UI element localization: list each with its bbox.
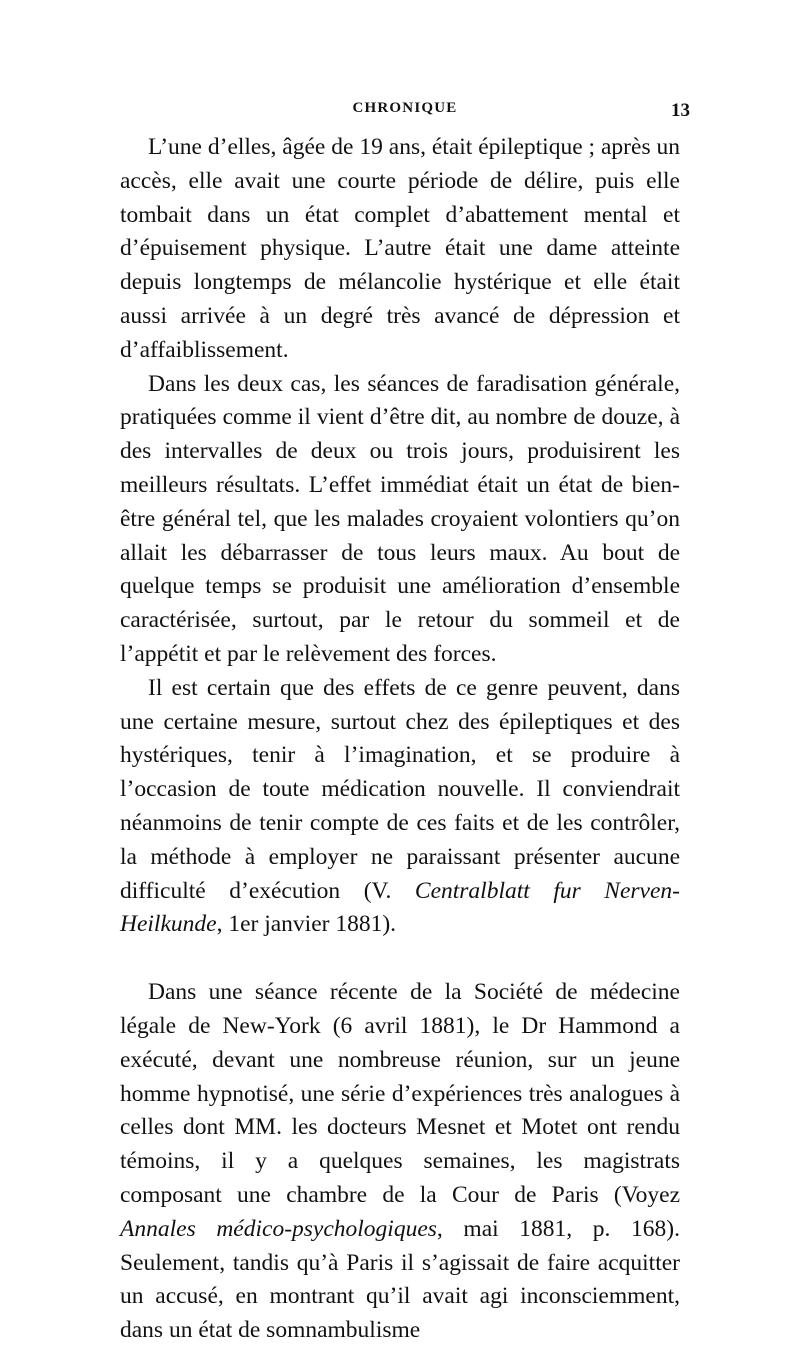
paragraph-1-text: L’une d’elles, âgée de 19 ans, était épileptique ; après un accès, elle avait une courte période de délire, puis elle tombait dans un état complet d’abattement mental et d’épuisement physique. L’autre était une dame atteinte depuis longtemps de mélancolie hystérique et elle était aussi arrivée à un degré très avancé de dépression et d’affaiblissement. xyxy=(120,134,680,363)
paragraph-2-text: Dans les deux cas, les séances de faradisation générale, pratiquées comme il vient d’être dit, au nombre de douze, à des intervalles de deux ou trois jours, produisirent les meilleurs résultats. L’effet immédiat était un état de bien-être général tel, que les malades croyaient volontiers qu’on allait les débarrasser de tous leurs maux. Au bout de quelque temps se produisit une amélioration d’ensemble caractérisée, surtout, par le retour du sommeil et de l’appétit et par le relèvement des forces. xyxy=(120,370,680,667)
paragraph-2 xyxy=(120,368,680,672)
running-head: CHRONIQUE xyxy=(352,100,458,116)
page-header xyxy=(120,100,690,134)
page-number: 13 xyxy=(671,100,690,121)
paragraph-4-text-end: , mai 1881, p. 168). Seulement, tandis qu’à Paris il s’agissait de faire acquitter un accusé, en montrant qu’il avait agi inconsciemment, dans un état de somnambulisme xyxy=(120,1215,680,1344)
journal-title: Centralblatt fur Nerven-Heilkunde xyxy=(120,877,680,938)
body-text xyxy=(120,131,680,1348)
journal-title: Annales médico-psychologiques xyxy=(120,1215,437,1242)
paragraph-4 xyxy=(120,976,680,1348)
paragraph-4-text: Dans une séance récente de la Société de médecine légale de New-York (6 avril 1881), le Dr Hammond a exécuté, devant une nombreuse réunion, sur un jeune homme hypnotisé, une série d’expériences très analogues à celles dont MM. les docteurs Mesnet et Motet ont rendu témoins, il y a quelques semaines, les magistrats composant une chambre de la Cour de Paris (Voyez xyxy=(120,979,680,1208)
paragraph-1 xyxy=(120,131,680,368)
paragraph-3-text-end: , 1er janvier 1881). xyxy=(216,911,397,938)
paragraph-3 xyxy=(120,672,680,942)
paragraph-3-text: Il est certain que des effets de ce genre peuvent, dans une certaine mesure, surtout chez des épileptiques et des hystériques, tenir à l’imagination, et se produire à l’occasion de toute médication nouvelle. Il conviendrait néanmoins de tenir compte de ces faits et de les contrôler, la méthode à employer ne paraissant présenter aucune difficulté d’exécution (V. xyxy=(120,674,680,904)
